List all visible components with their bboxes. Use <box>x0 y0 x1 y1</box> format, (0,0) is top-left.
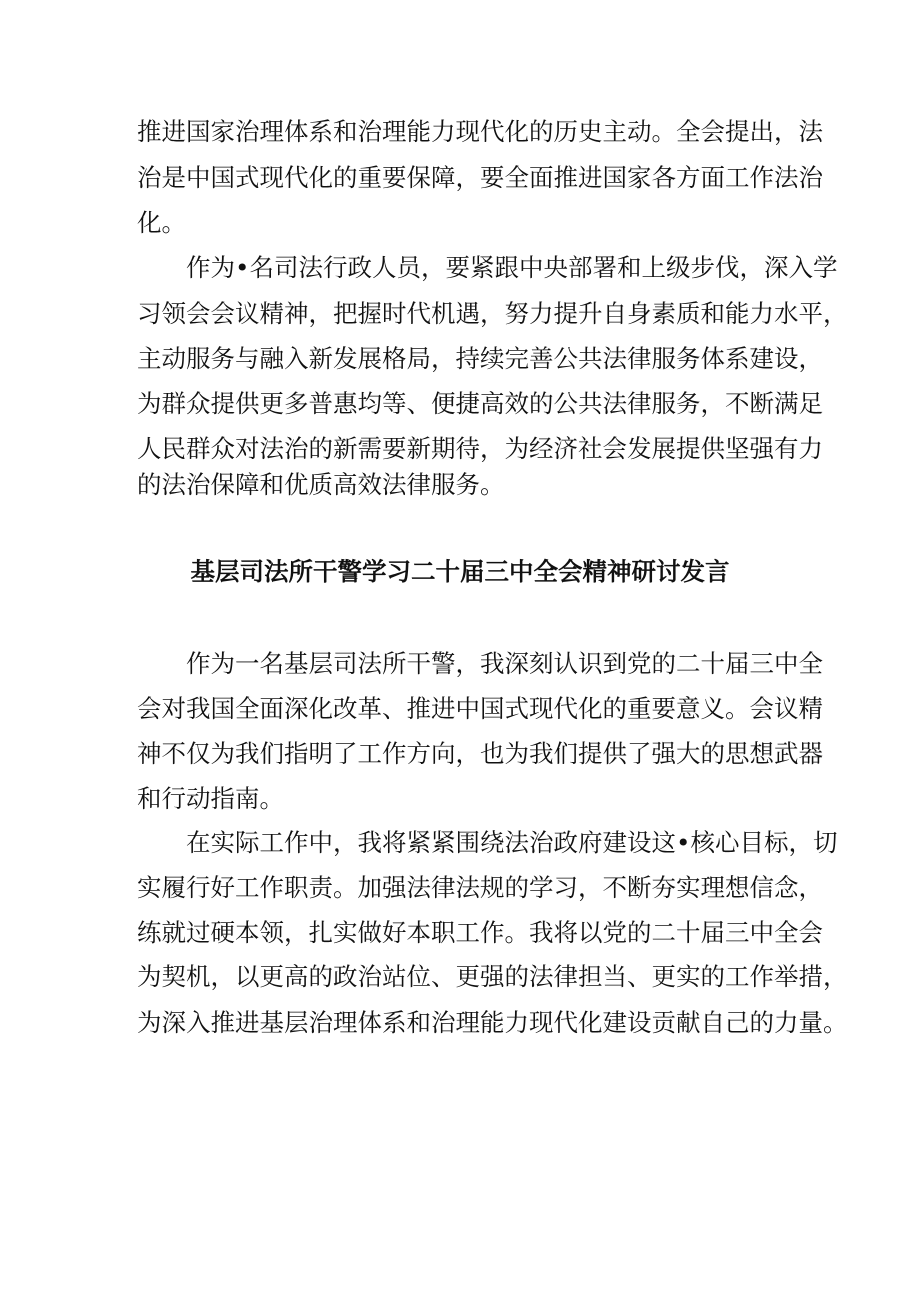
paragraph-line: 在实际工作中，我将紧紧围绕法治政府建设这•核心目标，切 <box>186 828 838 857</box>
paragraph-line: 和行动指南。 <box>137 784 284 813</box>
paragraph-line: 人民群众对法治的新需要新期待，为经济社会发展提供坚强有力 <box>137 434 823 463</box>
section-title: 基层司法所干警学习二十届三中全会精神研讨发言 <box>190 557 730 586</box>
paragraph-line: 实履行好工作职责。加强法律法规的学习，不断夯实理想信念， <box>137 873 823 902</box>
paragraph-line: 作为•名司法行政人员，要紧跟中央部署和上级步伐，深入学 <box>186 253 838 282</box>
paragraph-line: 为群众提供更多普惠均等、便捷高效的公共法律服务，不断满足 <box>137 389 823 418</box>
paragraph-line: 为深入推进基层治理体系和治理能力现代化建设贡献自己的力量。 <box>137 1008 848 1037</box>
paragraph-line: 推进国家治理体系和治理能力现代化的历史主动。全会提出，法 <box>137 117 823 146</box>
paragraph-line: 为契机，以更高的政治站位、更强的法律担当、更实的工作举措， <box>137 962 848 991</box>
paragraph-line: 的法治保障和优质高效法律服务。 <box>137 470 505 499</box>
paragraph-line: 作为一名基层司法所干警，我深刻认识到党的二十届三中全 <box>186 649 823 678</box>
paragraph-line: 会对我国全面深化改革、推进中国式现代化的重要意义。会议精 <box>137 694 823 723</box>
paragraph-line: 治是中国式现代化的重要保障，要全面推进国家各方面工作法治 <box>137 163 823 192</box>
paragraph-line: 神不仅为我们指明了工作方向，也为我们提供了强大的思想武器 <box>137 739 823 768</box>
paragraph-line: 化。 <box>137 208 186 237</box>
paragraph-line: 主动服务与融入新发展格局，持续完善公共法律服务体系建设， <box>137 344 823 373</box>
paragraph-line: 练就过硬本领，扎实做好本职工作。我将以党的二十届三中全会 <box>137 918 823 947</box>
paragraph-line: 习领会会议精神，把握时代机遇，努力提升自身素质和能力水平， <box>137 299 848 328</box>
